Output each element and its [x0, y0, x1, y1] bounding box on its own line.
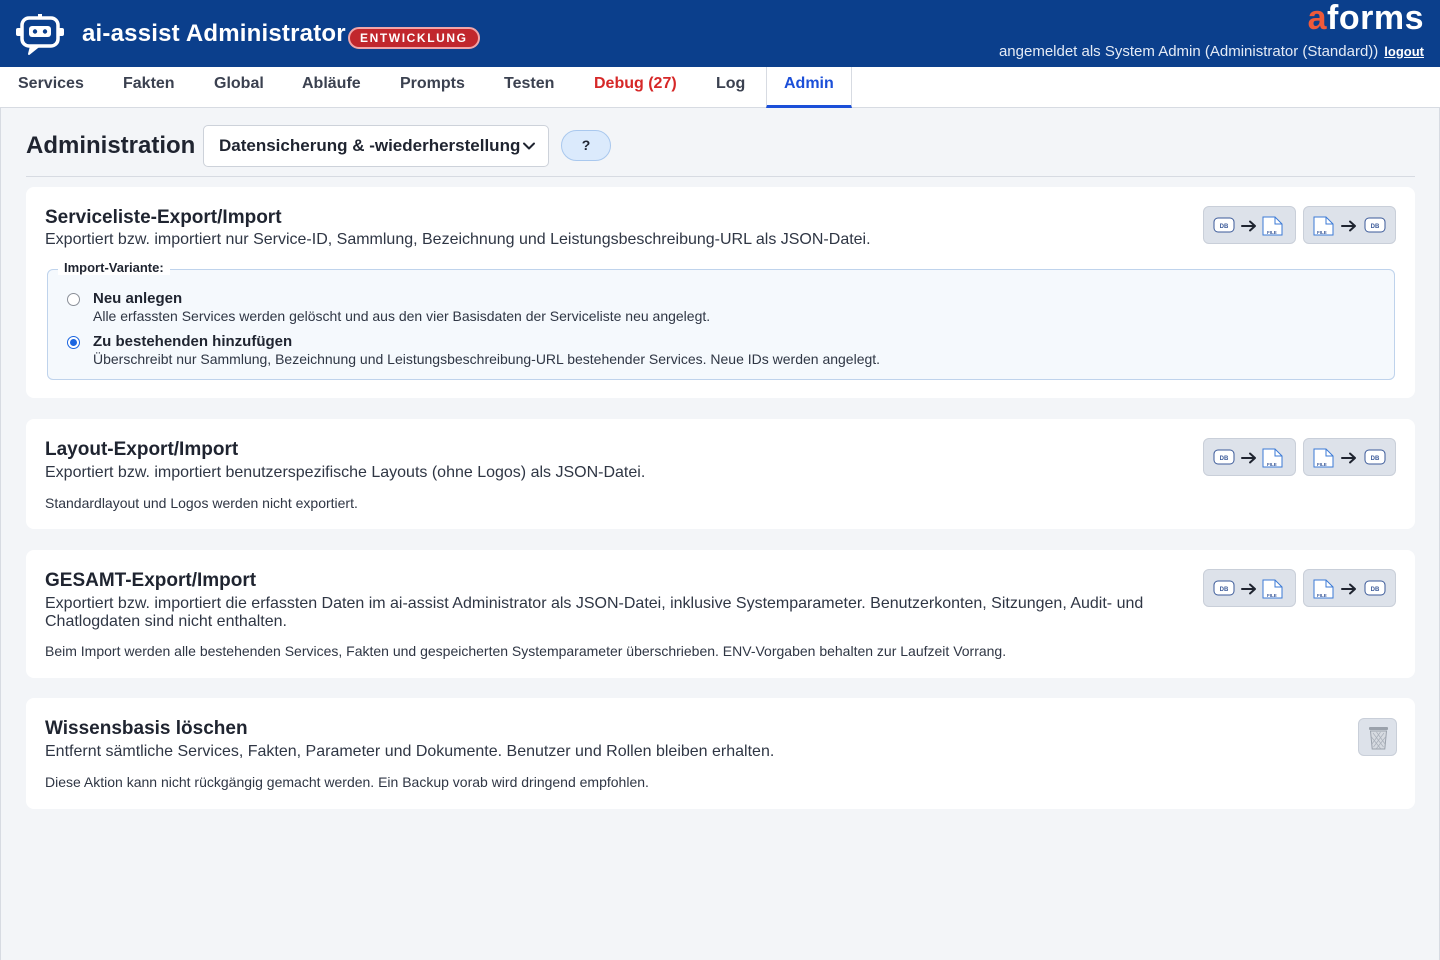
brand-logo: [1308, 0, 1424, 36]
db-to-file-icon: [1204, 439, 1297, 477]
header-divider: [26, 176, 1415, 177]
card-title: Layout-Export/Import: [45, 439, 239, 460]
environment-badge: ENTWICKLUNG: [348, 27, 480, 49]
tab-services[interactable]: Services: [18, 75, 84, 92]
tab-testen[interactable]: Testen: [504, 75, 555, 92]
page-title: Administration: [26, 132, 196, 159]
section-select-value: Datensicherung & -wiederherstellung: [219, 136, 521, 155]
card-description: Exportiert bzw. importiert benutzerspezifische Layouts (ohne Logos) als JSON-Datei.: [45, 464, 646, 481]
card-description-line-1: Exportiert bzw. importiert die erfassten Daten im ai-assist Administrator als JSON-Datei, inklusive Systemparameter. Benutzerkonten, Sitzungen, Audit- und: [45, 595, 1144, 612]
option-description: Überschreibt nur Sammlung, Bezeichnung und Leistungsbeschreibung-URL bestehender Services. Neue IDs werden angelegt.: [93, 351, 881, 367]
option-description: Alle erfassten Services werden gelöscht und aus den vier Basisdaten der Serviceliste neu angelegt.: [93, 308, 711, 324]
brand-logo-text: forms: [1327, 0, 1424, 37]
logout-link[interactable]: logout: [1384, 44, 1424, 59]
card-title: GESAMT-Export/Import: [45, 570, 257, 591]
card-layout: [26, 419, 1415, 529]
svg-text:FILE: FILE: [1267, 462, 1277, 467]
tab-admin[interactable]: Admin: [766, 67, 852, 108]
card-title: Serviceliste-Export/Import: [45, 207, 282, 228]
tab-debug[interactable]: Debug (27): [594, 75, 677, 92]
card-note: Diese Aktion kann nicht rückgängig gemacht werden. Ein Backup vorab wird dringend empfohlen.: [45, 774, 649, 790]
card-title: Wissensbasis löschen: [45, 718, 248, 739]
chevron-down-icon: [522, 139, 536, 153]
card-wissensbasis-loeschen: [26, 698, 1415, 809]
svg-text:FILE: FILE: [1317, 230, 1327, 235]
card-description: Exportiert bzw. importiert nur Service-ID, Sammlung, Bezeichnung und Leistungsbeschreibung-URL als JSON-Datei.: [45, 231, 871, 248]
top-bar: [0, 0, 1440, 67]
tab-fakten[interactable]: Fakten: [123, 75, 175, 92]
import-file-to-db-button[interactable]: [1303, 569, 1396, 607]
user-info: [999, 43, 1424, 60]
option-title: Zu bestehenden hinzufügen: [93, 333, 293, 350]
svg-text:FILE: FILE: [1267, 593, 1277, 598]
delete-knowledge-base-button[interactable]: [1358, 718, 1397, 756]
main-tabs: [0, 67, 1440, 108]
db-to-file-icon: [1204, 570, 1297, 608]
option-title: Neu anlegen: [93, 290, 183, 307]
main-content: [0, 108, 1440, 960]
import-variant-legend: Import-Variante:: [58, 260, 170, 275]
help-button[interactable]: ?: [561, 130, 611, 161]
radio-neu-anlegen[interactable]: [67, 293, 80, 306]
tab-prompts[interactable]: Prompts: [400, 75, 465, 92]
card-note: Beim Import werden alle bestehenden Services, Fakten und gespeicherten Systemparameter überschrieben. ENV-Vorgaben behalten zur Laufzeit Vorrang.: [45, 643, 1007, 659]
card-gesamt: [26, 550, 1415, 678]
file-to-db-icon: [1304, 207, 1397, 245]
export-db-to-file-button[interactable]: [1203, 206, 1296, 244]
svg-text:DB: DB: [1370, 224, 1380, 230]
export-db-to-file-button[interactable]: [1203, 438, 1296, 476]
import-file-to-db-button[interactable]: [1303, 438, 1396, 476]
svg-text:FILE: FILE: [1317, 462, 1327, 467]
svg-text:DB: DB: [1370, 456, 1380, 462]
svg-text:DB: DB: [1219, 456, 1229, 462]
card-description-line-2: Chatlogdaten sind nicht enthalten.: [45, 613, 287, 630]
tab-global[interactable]: Global: [214, 75, 264, 92]
logged-in-user: angemeldet als System Admin (Administrator (Standard)): [998, 43, 1379, 60]
db-to-file-icon: [1204, 207, 1297, 245]
app-title: ai-assist Administrator: [82, 20, 346, 47]
svg-text:DB: DB: [1370, 587, 1380, 593]
brand-logo-a: a: [1307, 0, 1328, 37]
card-description: Entfernt sämtliche Services, Fakten, Parameter und Dokumente. Benutzer und Rollen bleiben erhalten.: [45, 743, 775, 760]
tab-ablaeufe[interactable]: Abläufe: [302, 75, 361, 92]
robot-chat-icon: [15, 14, 65, 56]
svg-text:FILE: FILE: [1317, 593, 1327, 598]
export-db-to-file-button[interactable]: [1203, 569, 1296, 607]
svg-text:DB: DB: [1219, 587, 1229, 593]
import-file-to-db-button[interactable]: [1303, 206, 1396, 244]
card-note: Standardlayout und Logos werden nicht exportiert.: [45, 495, 358, 511]
radio-zu-bestehenden-hinzufuegen[interactable]: [67, 336, 80, 349]
trash-icon: [1359, 719, 1398, 757]
section-select[interactable]: [203, 125, 549, 167]
svg-text:DB: DB: [1219, 224, 1229, 230]
tab-log[interactable]: Log: [716, 75, 746, 92]
file-to-db-icon: [1304, 570, 1397, 608]
card-serviceliste: [26, 187, 1415, 398]
file-to-db-icon: [1304, 439, 1397, 477]
svg-text:FILE: FILE: [1267, 230, 1277, 235]
